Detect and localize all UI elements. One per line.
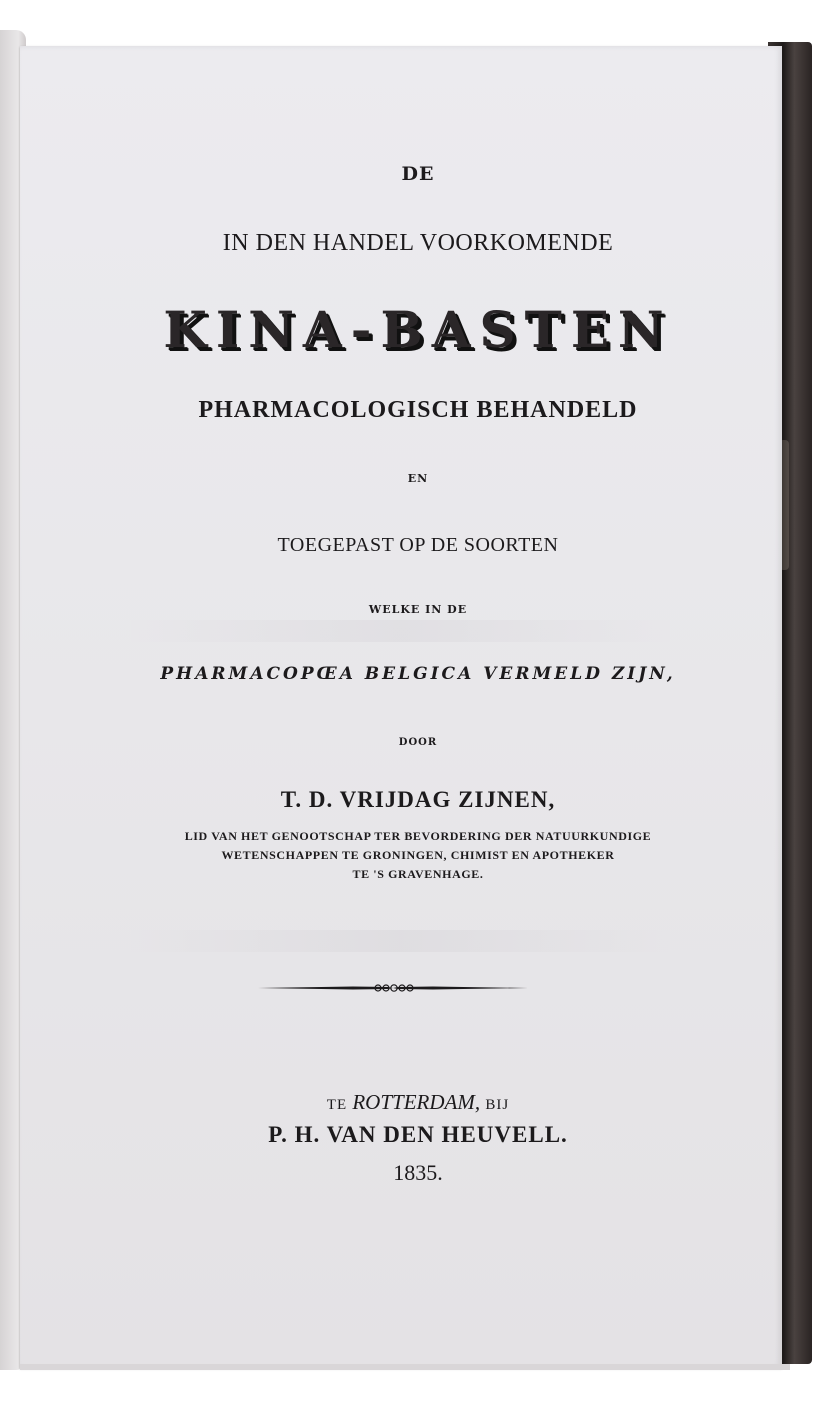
imprint-place-prefix: TE [326,1097,348,1113]
title-article: DE [401,163,435,185]
title-line-handel: IN DEN HANDEL VOORKOMENDE [222,230,614,256]
author-affiliation: TE 'S GRAVENHAGE. [352,867,484,881]
by-line: DOOR [398,737,438,748]
ornament-rule-icon [258,978,528,998]
imprint-city: ROTTERDAM, [352,1090,481,1114]
title-line-toegepast: TOEGEPAST OP DE SOORTEN [277,534,559,556]
page-bottom-edge [20,1364,790,1370]
publisher-name: P. H. VAN DEN HEUVELL. [268,1122,568,1147]
imprint-place [0,1090,836,1115]
show-through [120,930,680,952]
title-line-pharmacopoea: PHARMACOPŒA BELGICA VERMELD ZIJN, [160,664,676,684]
author-name: T. D. VRIJDAG ZIJNEN, [280,787,556,812]
author-affiliation: WETENSCHAPPEN TE GRONINGEN, CHIMIST EN APOTHEKER [221,848,615,862]
imprint-place-suffix: BIJ [485,1097,510,1113]
title-line-welke: WELKE IN DE [368,603,468,616]
title-line-pharmacologisch: PHARMACOLOGISCH BEHANDELD [198,397,638,423]
publication-year: 1835. [393,1160,443,1185]
show-through [120,620,680,642]
author-affiliation: LID VAN HET GENOOTSCHAP TER BEVORDERING DER NATUURKUNDIGE [184,829,652,843]
title-conjunction: EN [407,472,429,485]
main-title: KINA-BASTEN [163,300,673,359]
